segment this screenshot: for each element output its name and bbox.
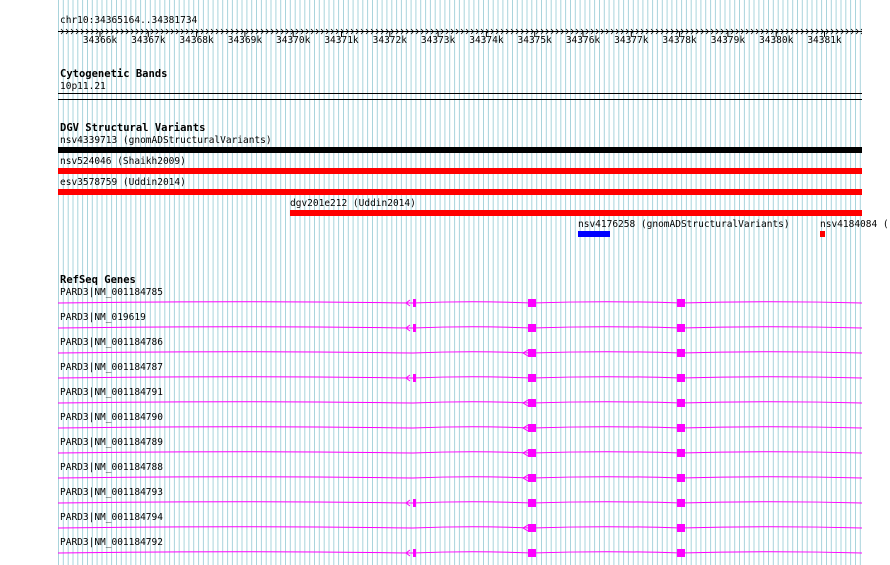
- variant-label: nsv4176258 (gnomADStructuralVariants): [578, 219, 790, 230]
- exon: [413, 374, 416, 382]
- transcript-label: PARD3|NM_001184791: [60, 387, 163, 398]
- cytoband-line-bottom: [58, 99, 862, 100]
- exon: [528, 499, 536, 507]
- intron-line: [58, 302, 862, 303]
- exon: [677, 449, 685, 457]
- exon: [677, 374, 685, 382]
- variant-feature[interactable]: [578, 231, 610, 237]
- exon: [413, 549, 416, 557]
- variant-feature[interactable]: [820, 231, 825, 237]
- exon: [413, 324, 416, 332]
- transcript-feature[interactable]: [58, 472, 862, 484]
- ruler-tick-label: 34373k: [420, 35, 456, 46]
- intron-line: [58, 352, 862, 353]
- ruler-tick-label: 34370k: [276, 35, 311, 46]
- exon: [677, 424, 685, 432]
- variant-feature[interactable]: [58, 189, 862, 195]
- transcript-feature[interactable]: [58, 497, 862, 509]
- ruler-tick-label: 34381k: [807, 35, 842, 46]
- exon: [528, 424, 536, 432]
- ruler-tick-label: 34376k: [565, 35, 601, 46]
- cytoband-label: 10p11.21: [60, 81, 106, 92]
- variant-label: nsv4339713 (gnomADStructuralVariants): [60, 135, 272, 146]
- transcript-feature[interactable]: [58, 422, 862, 434]
- transcript-label: PARD3|NM_019619: [60, 312, 146, 323]
- transcript-label: PARD3|NM_001184789: [60, 437, 163, 448]
- transcript-feature[interactable]: [58, 322, 862, 334]
- intron-line: [58, 327, 862, 328]
- transcript-feature[interactable]: [58, 347, 862, 359]
- exon: [528, 374, 536, 382]
- exon: [677, 524, 685, 532]
- intron-line: [58, 477, 862, 478]
- exon: [677, 474, 685, 482]
- transcript-feature[interactable]: [58, 447, 862, 459]
- intron-line: [58, 452, 862, 453]
- exon: [677, 349, 685, 357]
- exon: [413, 499, 416, 507]
- exon: [677, 499, 685, 507]
- ruler-tick-label: 34379k: [710, 35, 746, 46]
- intron-line: [58, 527, 862, 528]
- ruler-tick-label: 34368k: [179, 35, 214, 46]
- ruler-tick-label: 34378k: [662, 35, 697, 46]
- ruler-tick-label: 34374k: [469, 35, 504, 46]
- variant-feature[interactable]: [58, 147, 862, 153]
- ruler-tick-label: 34369k: [227, 35, 263, 46]
- cytoband-track-title[interactable]: Cytogenetic Bands: [60, 68, 168, 80]
- exon: [528, 524, 536, 532]
- ruler-tick-label: 34371k: [324, 35, 359, 46]
- intron-line: [58, 427, 862, 428]
- intron-line: [58, 402, 862, 403]
- location-label: chr10:34365164..34381734: [60, 15, 198, 26]
- variant-label: dgv201e212 (Uddin2014): [290, 198, 416, 209]
- cytoband-line-top: [58, 93, 862, 94]
- ruler-tick-label: 34366k: [82, 35, 118, 46]
- transcript-feature[interactable]: [58, 397, 862, 409]
- exon: [677, 399, 685, 407]
- ruler-tick-label: 34367k: [131, 35, 166, 46]
- variant-feature[interactable]: [58, 168, 862, 174]
- transcript-label: PARD3|NM_001184787: [60, 362, 163, 373]
- exon: [413, 299, 416, 307]
- variant-label: esv3578759 (Uddin2014): [60, 177, 186, 188]
- intron-line: [58, 552, 862, 553]
- refseq-track-title[interactable]: RefSeq Genes: [60, 274, 136, 286]
- variant-label: nsv4184084 (: [820, 219, 889, 230]
- intron-line: [58, 377, 862, 378]
- exon: [528, 299, 536, 307]
- transcript-feature[interactable]: [58, 522, 862, 534]
- transcript-label: PARD3|NM_001184788: [60, 462, 163, 473]
- transcript-label: PARD3|NM_001184790: [60, 412, 163, 423]
- ruler-tick-label: 34380k: [759, 35, 794, 46]
- transcript-feature[interactable]: [58, 297, 862, 309]
- transcript-feature[interactable]: [58, 547, 862, 559]
- ruler-tick-label: 34375k: [517, 35, 552, 46]
- transcript-feature[interactable]: [58, 372, 862, 384]
- variant-feature[interactable]: [290, 210, 862, 216]
- exon: [528, 399, 536, 407]
- exon: [677, 299, 685, 307]
- exon: [528, 474, 536, 482]
- exon: [528, 324, 536, 332]
- intron-line: [58, 502, 862, 503]
- ruler-tick-label: 34372k: [372, 35, 407, 46]
- transcript-label: PARD3|NM_001184786: [60, 337, 163, 348]
- transcript-label: PARD3|NM_001184794: [60, 512, 163, 523]
- ruler-tick-label: 34377k: [614, 35, 649, 46]
- exon: [677, 549, 685, 557]
- variant-label: nsv524046 (Shaikh2009): [60, 156, 186, 167]
- transcript-label: PARD3|NM_001184785: [60, 287, 163, 298]
- exon: [677, 324, 685, 332]
- exon: [528, 349, 536, 357]
- transcript-label: PARD3|NM_001184793: [60, 487, 163, 498]
- exon: [528, 549, 536, 557]
- dgv-track-title[interactable]: DGV Structural Variants: [60, 122, 206, 134]
- transcript-label: PARD3|NM_001184792: [60, 537, 163, 548]
- exon: [528, 449, 536, 457]
